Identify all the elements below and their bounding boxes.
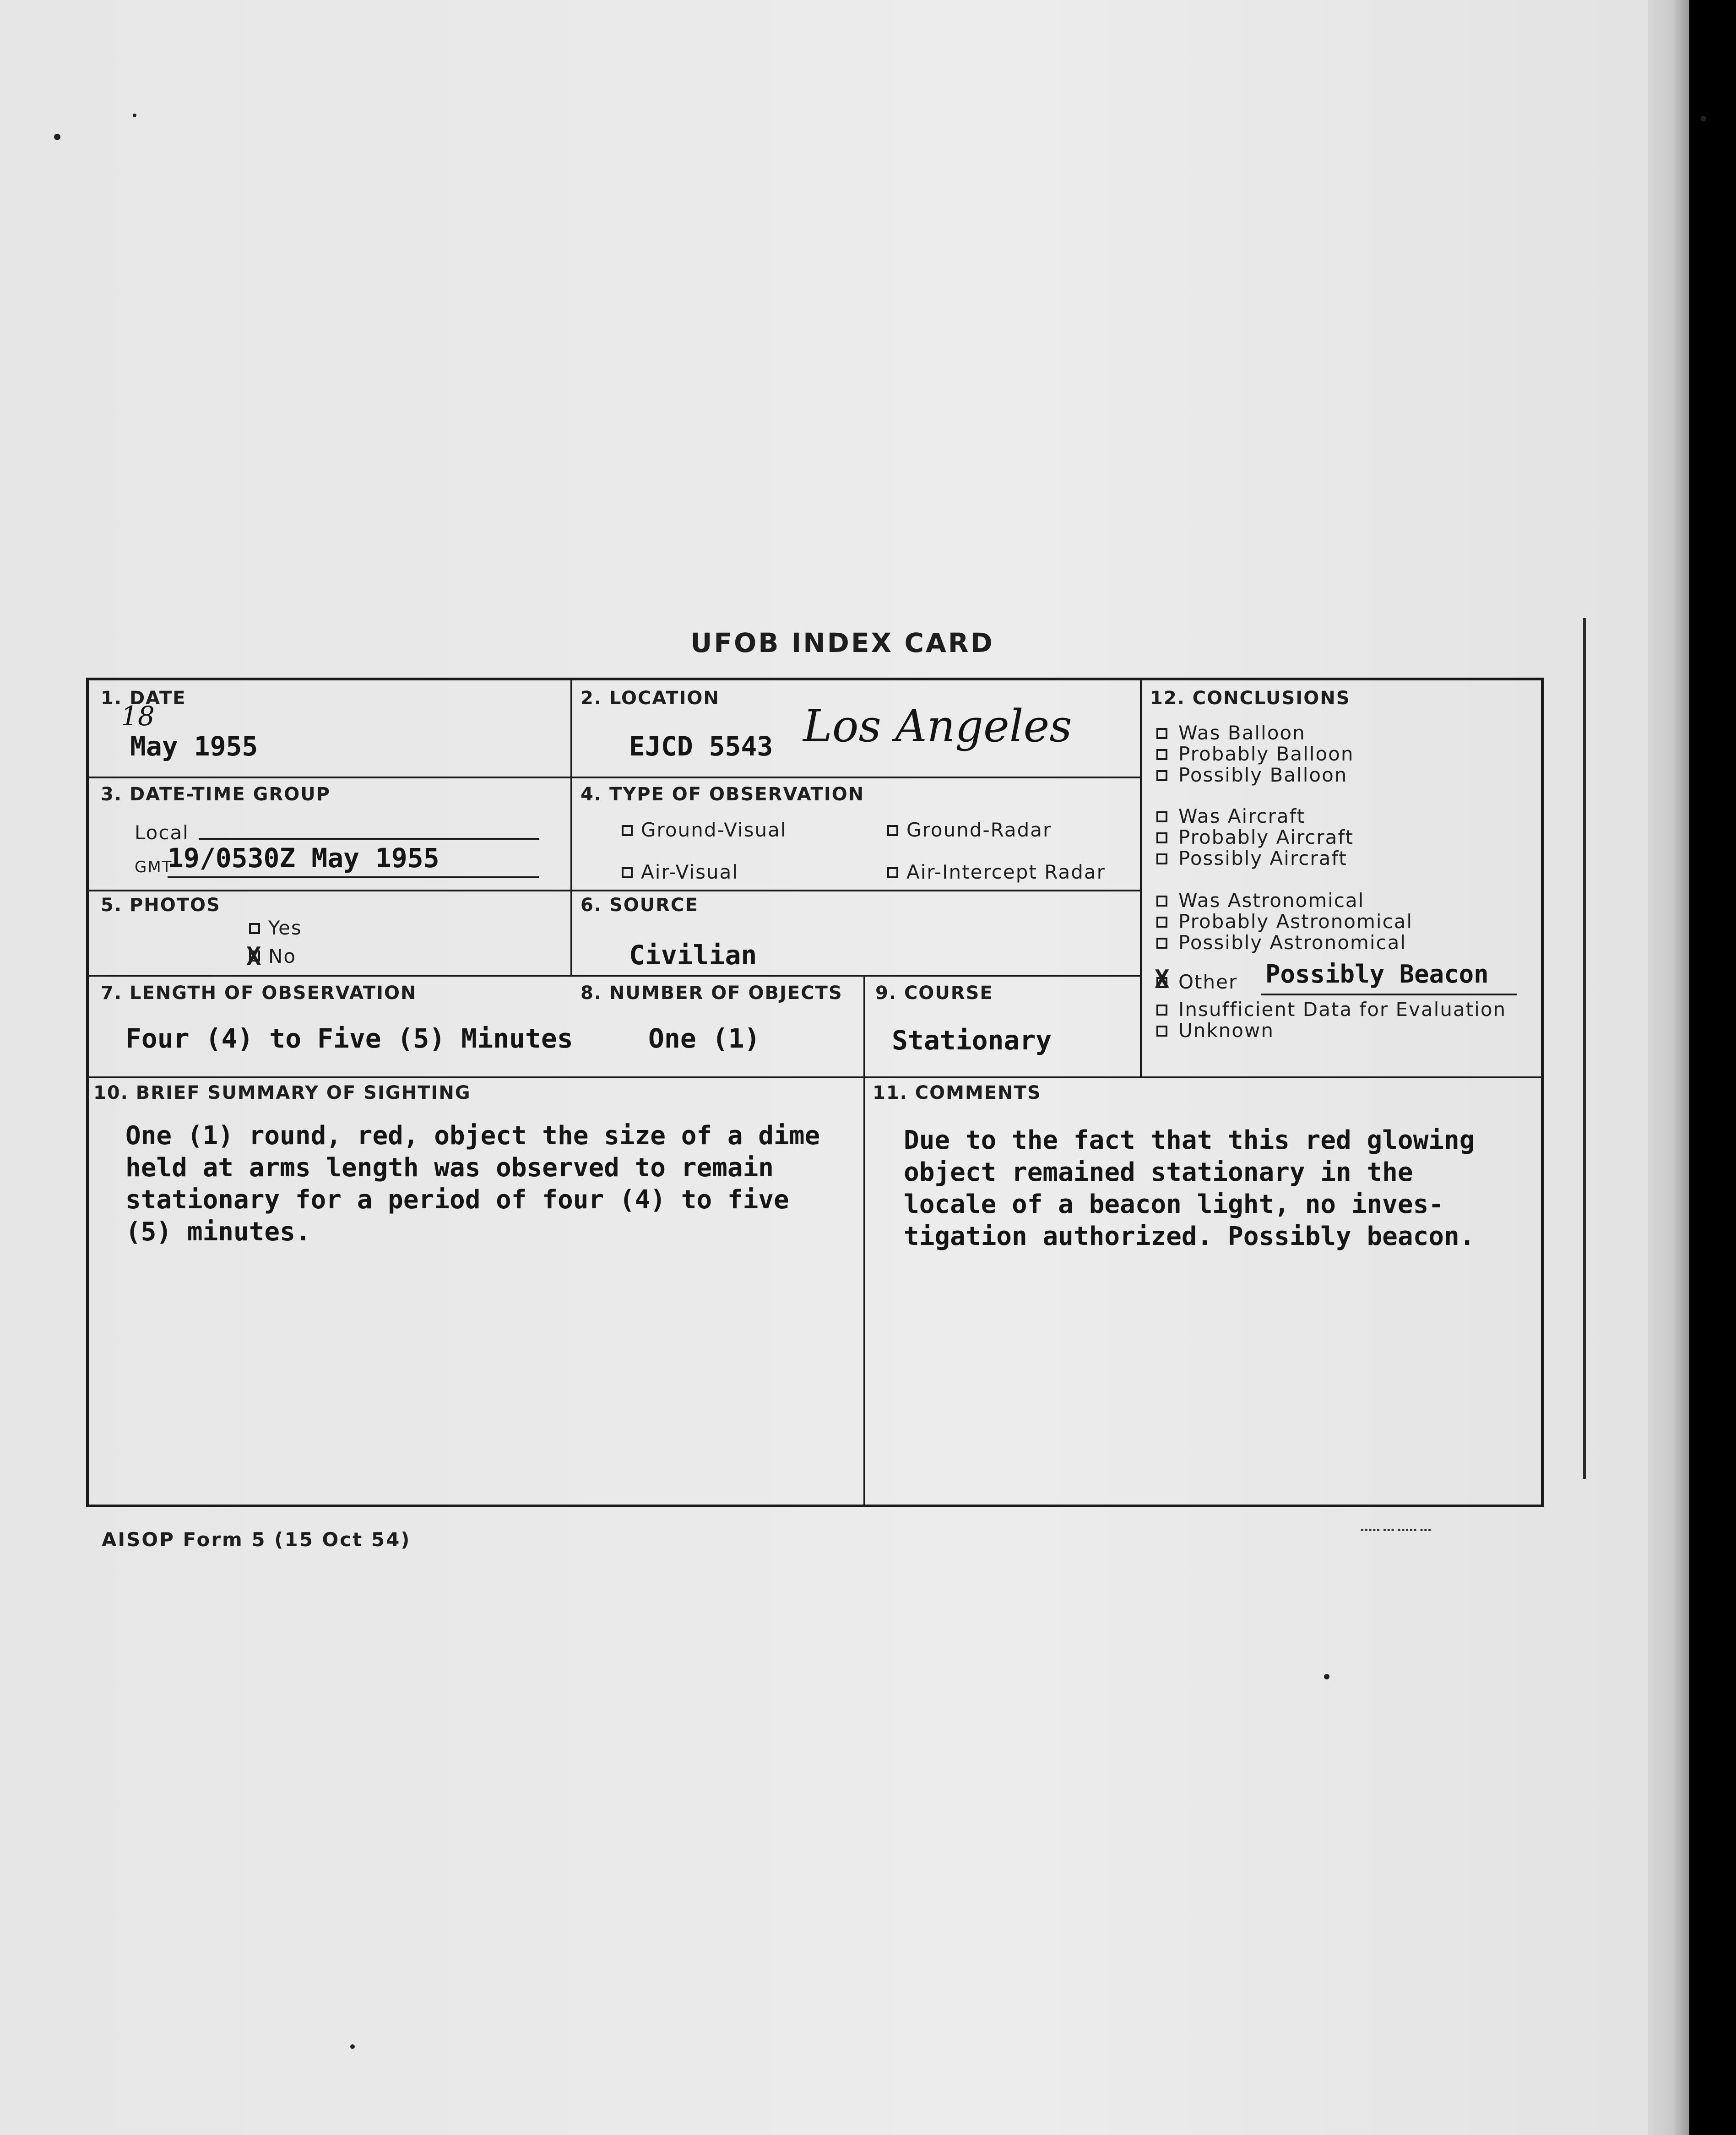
course-value: Stationary [892, 1025, 1052, 1056]
type-of-observation-label: 4. TYPE OF OBSERVATION [580, 784, 865, 805]
comment-line: locale of a beacon light, no inves- [904, 1190, 1444, 1219]
date-value: May 1955 [130, 731, 258, 762]
conclusion-option: Possibly Astronomical [1178, 931, 1407, 954]
form-id: AISOP Form 5 (15 Oct 54) [102, 1528, 411, 1551]
grid-line [863, 975, 865, 1076]
grid-line [89, 975, 1140, 977]
speck [1701, 116, 1706, 121]
source-value: Civilian [629, 940, 757, 971]
conclusion-other-value: Possibly Beacon [1265, 960, 1489, 989]
checkbox-conclusion[interactable] [1156, 917, 1167, 928]
length-of-observation-label: 7. LENGTH OF OBSERVATION [101, 983, 417, 1004]
conclusion-selected-mark: X [1155, 965, 1170, 994]
date-label: 1. DATE [101, 688, 186, 709]
photos-label: 5. PHOTOS [101, 895, 221, 916]
grid-line [89, 1076, 1541, 1078]
checkbox-conclusion[interactable] [1156, 938, 1167, 949]
gmt-line [168, 876, 539, 878]
checkbox-ground-visual[interactable] [622, 825, 633, 836]
comments-label: 11. COMMENTS [873, 1082, 1042, 1103]
checkbox-conclusion[interactable] [1156, 811, 1167, 822]
index-card [86, 678, 1544, 1507]
conclusion-option: Probably Astronomical [1178, 910, 1413, 933]
summary-line: (5) minutes. [125, 1217, 311, 1247]
location-typed: EJCD 5543 [629, 731, 773, 762]
length-of-observation-value: Four (4) to Five (5) Minutes [125, 1023, 573, 1054]
checkbox-conclusion[interactable] [1156, 853, 1167, 864]
location-label: 2. LOCATION [580, 688, 720, 709]
grid-line [1140, 680, 1142, 1076]
paper-edge [1648, 0, 1689, 2135]
checkbox-photos-yes[interactable] [249, 923, 260, 934]
grid-line [863, 1076, 865, 1507]
checkbox-ground-radar[interactable] [887, 825, 898, 836]
conclusion-option: Possibly Balloon [1178, 764, 1348, 786]
photos-yes: Yes [268, 917, 302, 939]
gmt-label: GMT [135, 858, 173, 876]
option-ground-visual: Ground-Visual [641, 819, 787, 841]
card-title: UFOB INDEX CARD [690, 627, 994, 658]
option-ground-radar: Ground-Radar [906, 819, 1052, 841]
checkbox-conclusion[interactable] [1156, 749, 1167, 760]
comment-line: Due to the fact that this red glowing [904, 1125, 1475, 1155]
print-code-smudge: ▪▪▪▪▪ ▪▪▪ ▪▪▪▪▪ ▪▪▪ [1361, 1527, 1432, 1532]
summary-text [125, 1120, 820, 1248]
option-air-visual: Air-Visual [641, 861, 739, 883]
conclusion-option: Insufficient Data for Evaluation [1178, 998, 1507, 1021]
speck [350, 2044, 355, 2049]
conclusion-option: Other [1178, 971, 1238, 993]
checkbox-air-visual[interactable] [622, 867, 633, 878]
option-air-intercept-radar: Air-Intercept Radar [906, 861, 1106, 883]
comments-text [904, 1125, 1475, 1253]
conclusion-other-line [1261, 994, 1517, 995]
summary-line: held at arms length was observed to remain [125, 1153, 774, 1183]
grid-line [89, 777, 1140, 778]
comment-line: object remained stationary in the [904, 1157, 1413, 1187]
checkbox-conclusion[interactable] [1156, 832, 1167, 843]
course-label: 9. COURSE [875, 983, 993, 1004]
conclusion-option: Unknown [1178, 1019, 1274, 1042]
location-handwritten: Los Angeles [803, 701, 1072, 752]
conclusions-label: 12. CONCLUSIONS [1150, 688, 1351, 709]
speck [133, 114, 136, 117]
local-line [199, 838, 539, 840]
conclusion-option: Was Balloon [1178, 722, 1306, 744]
comment-line: tigation authorized. Possibly beacon. [904, 1222, 1475, 1251]
checkbox-conclusion[interactable] [1156, 896, 1167, 907]
grid-line [570, 680, 572, 975]
summary-line: One (1) round, red, object the size of a dime [125, 1121, 820, 1151]
conclusion-option: Was Astronomical [1178, 889, 1365, 912]
local-label: Local [135, 821, 189, 844]
checkbox-conclusion[interactable] [1156, 770, 1167, 781]
source-label: 6. SOURCE [580, 895, 699, 916]
conclusion-option: Possibly Aircraft [1178, 847, 1347, 869]
checkbox-conclusion[interactable] [1156, 1026, 1167, 1037]
summary-label: 10. BRIEF SUMMARY OF SIGHTING [93, 1082, 471, 1103]
photos-no: No [268, 945, 297, 967]
summary-line: stationary for a period of four (4) to five [125, 1185, 789, 1215]
checkbox-air-intercept-radar[interactable] [887, 867, 898, 878]
speck [54, 134, 60, 140]
date-time-group-label: 3. DATE-TIME GROUP [101, 784, 331, 805]
gmt-value: 19/0530Z May 1955 [168, 842, 439, 874]
conclusion-option: Probably Balloon [1178, 743, 1354, 765]
number-of-objects-value: One (1) [648, 1023, 760, 1054]
checkbox-conclusion[interactable] [1156, 728, 1167, 739]
checkbox-conclusion[interactable] [1156, 1005, 1167, 1016]
number-of-objects-label: 8. NUMBER OF OBJECTS [580, 983, 843, 1004]
conclusion-option: Was Aircraft [1178, 805, 1306, 827]
photos-no-mark: X [246, 942, 261, 971]
date-day-correction: 18 [121, 701, 155, 732]
speck [1324, 1674, 1329, 1679]
grid-line [89, 890, 1140, 891]
side-rule [1583, 618, 1586, 1479]
conclusion-option: Probably Aircraft [1178, 826, 1354, 848]
